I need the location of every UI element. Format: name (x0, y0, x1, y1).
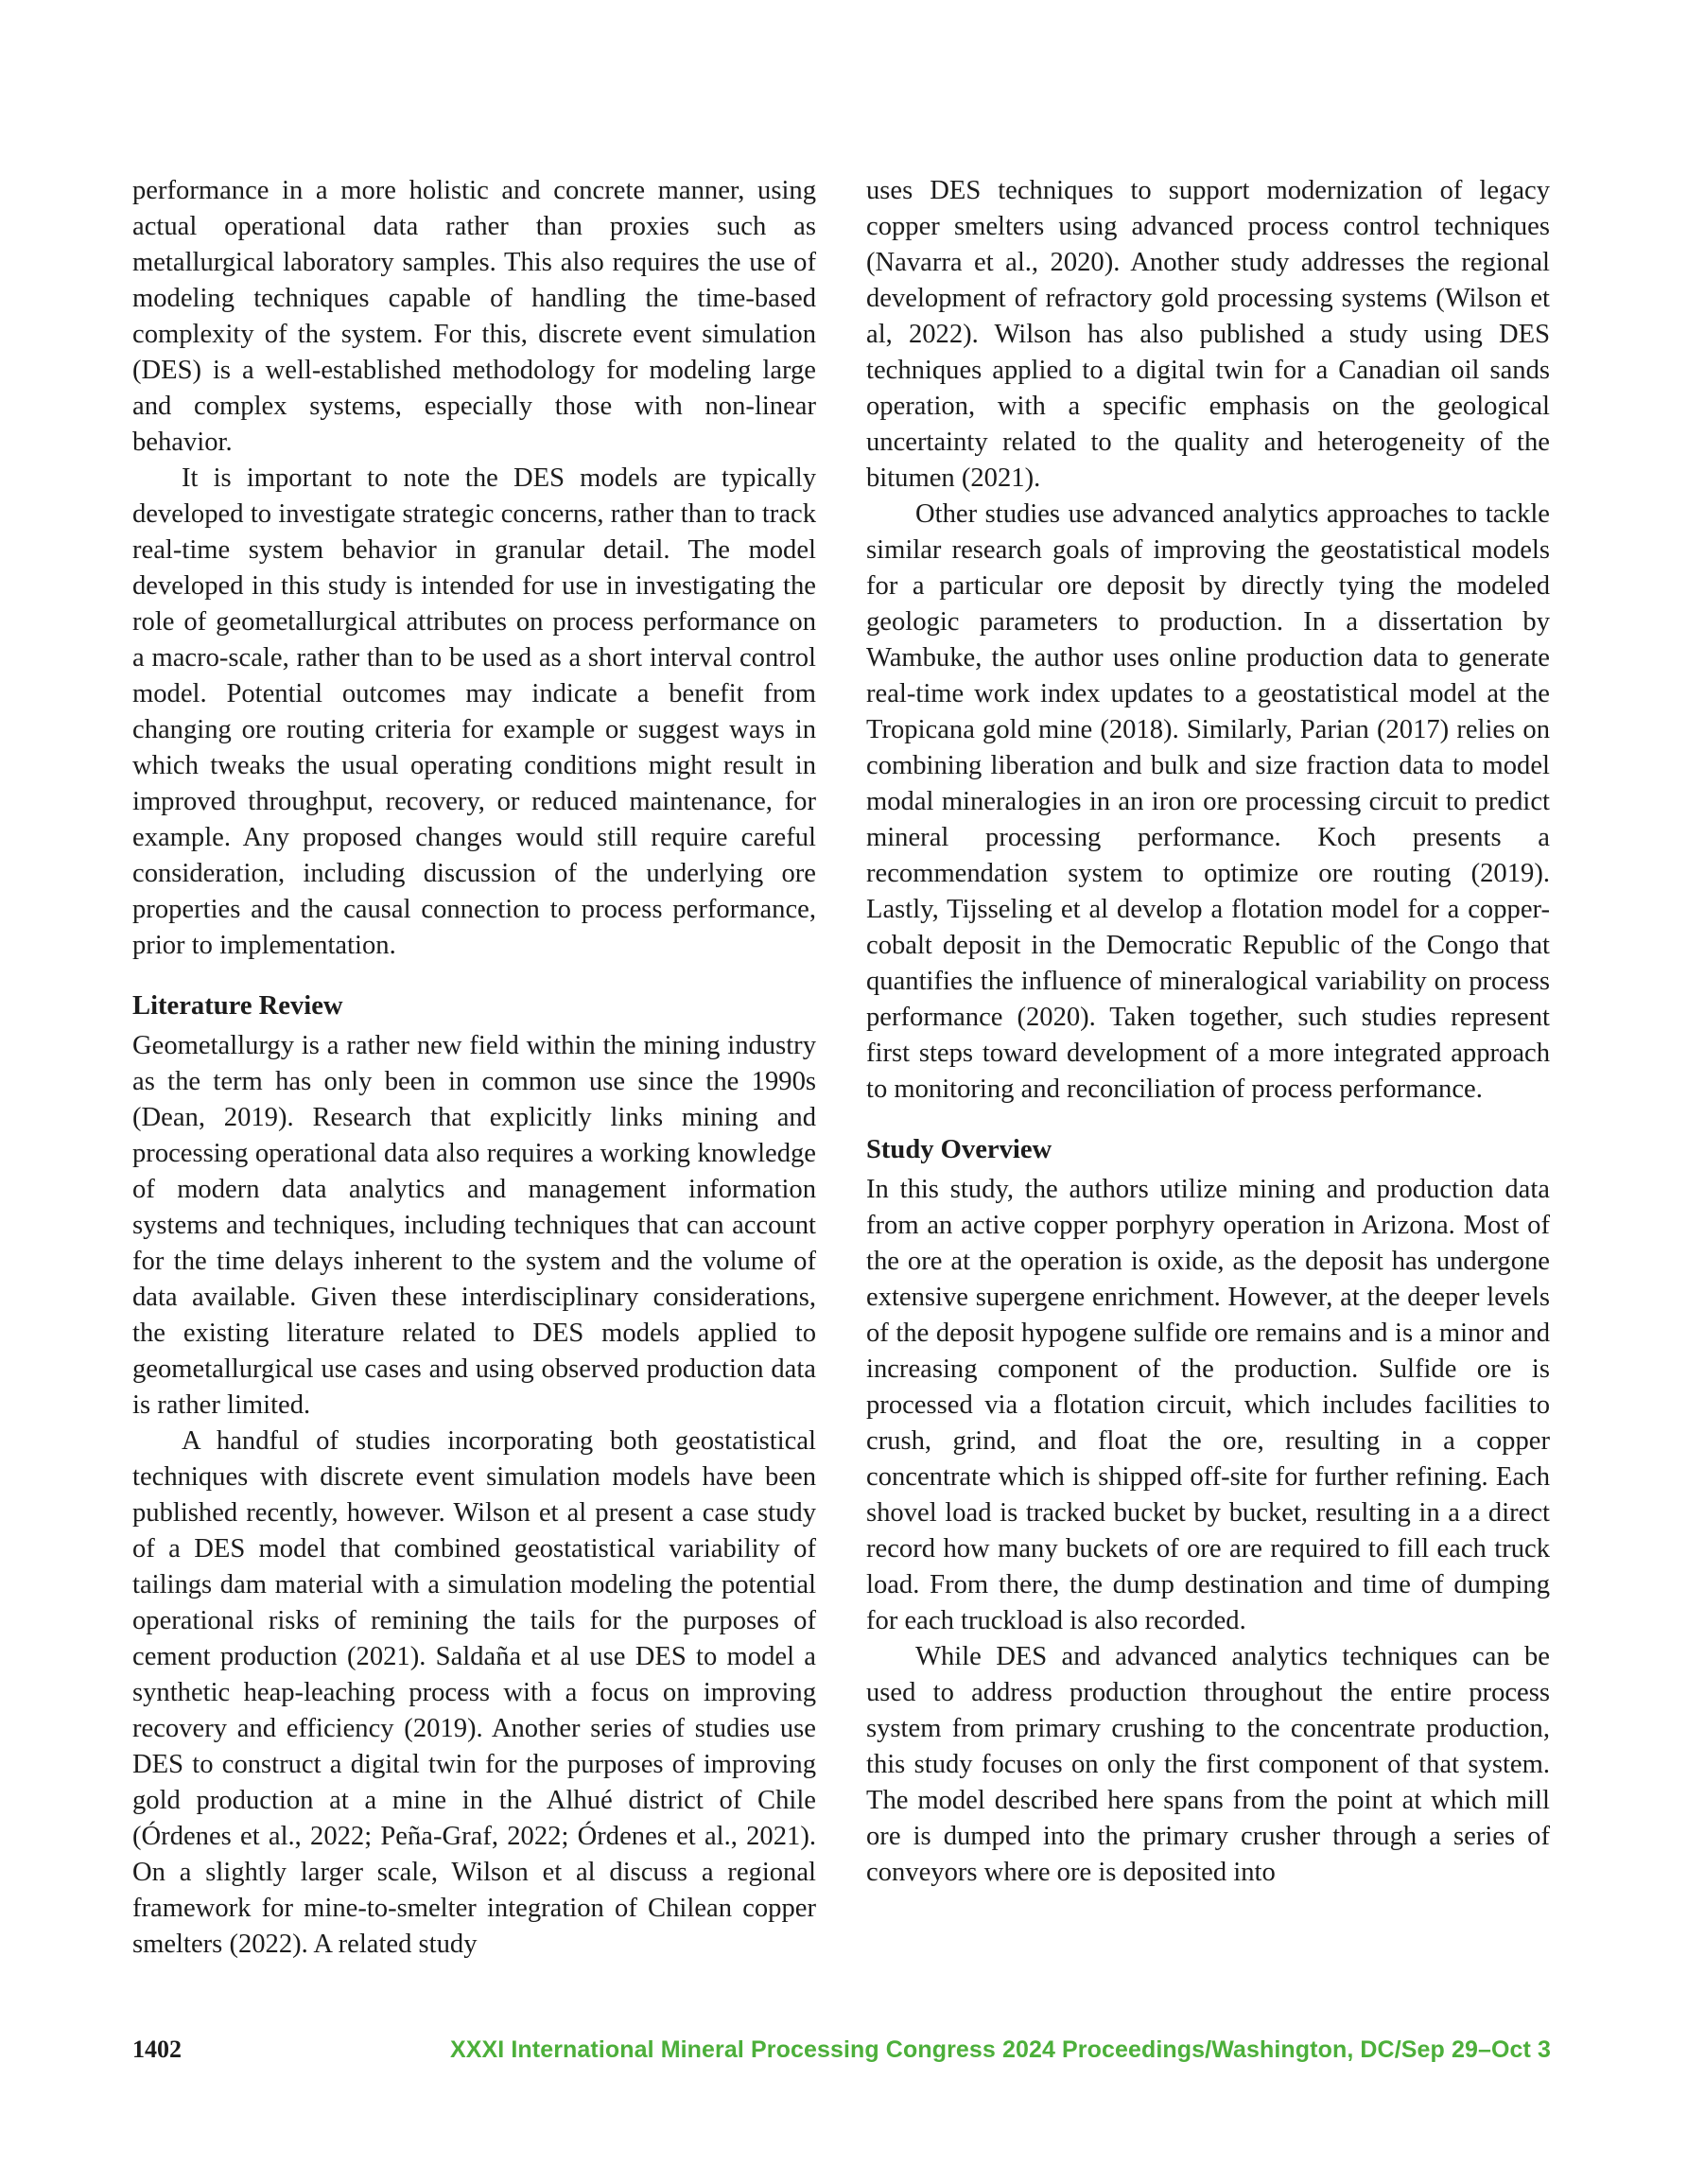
paragraph: While DES and advanced analytics techniques can be used to address production throughout the entire process system from primary crushing to the concentrate production, this study focuses on only the first component of that system. The model described here spans from the point at which mill ore is dumped into the primary crusher through a series of conveyors where ore is deposited into (866, 1642, 1550, 1887)
section-heading-study-overview: Study Overview (866, 1135, 1052, 1164)
section-heading-literature-review: Literature Review (132, 991, 343, 1021)
paragraph: Other studies use advanced analytics approaches to tackle similar research goals of improving the geostatistical models for a particular ore deposit by directly tying the modeled geologic parameters to production. In a dissertation by Wambuke, the author uses online production data to generate real-time work index updates to a geostatistical model at the Tropicana gold mine (2018). Similarly, Parian (2017) relies on combining liberation and bulk and size fraction data to model modal mineralogies in an iron ore processing circuit to predict mineral processing performance. Koch presents a recommendation system to optimize ore routing (2019). Lastly, Tijsseling et al develop a flotation model for a copper-cobalt deposit in the Democratic Republic of the Congo that quantifies the influence of mineralogical variability on process performance (2020). Taken together, such studies represent first steps toward development of a more integrated approach to monitoring and reconciliation of process performance. (866, 499, 1550, 1104)
conference-title: XXXI International Mineral Processing Congress 2024 Proceedings/Washington, DC/Sep 29–Oct 3 (449, 2036, 1551, 2063)
paragraph: It is important to note the DES models are typically developed to investigate strategic concerns, rather than to track real-time system behavior in granular detail. The model developed in this study is intended for use in investigating the role of geometallurgical attributes on process performance on a macro-scale, rather than to be used as a short interval control model. Potential outcomes may indicate a benefit from changing ore routing criteria for example or suggest ways in which tweaks the usual operating conditions might result in improved throughput, recovery, or reduced maintenance, for example. Any proposed changes would still require careful consideration, including discussion of the underlying ore properties and the causal connection to process performance, prior to implementation. (132, 463, 816, 960)
left-column (132, 173, 816, 1963)
paragraph: A handful of studies incorporating both geostatistical techniques with discrete event simulation models have been published recently, however. Wilson et al present a case study of a DES model that combined geostatistical variability of tailings dam material with a simulation modeling the potential operational risks of remining the tails for the purposes of cement production (2021). Saldaña et al use DES to model a synthetic heap-leaching process with a focus on improving recovery and efficiency (2019). Another series of studies use DES to construct a digital twin for the purposes of improving gold production at a mine in the Alhué district of Chile (Órdenes et al., 2022; Peña-Graf, 2022; Órdenes et al., 2021). On a slightly larger scale, Wilson et al discuss a regional framework for mine-to-smelter integration of Chilean copper smelters (2022). A related study (132, 1426, 816, 1959)
paragraph: Geometallurgy is a rather new field within the mining industry as the term has only been in common use since the 1990s (Dean, 2019). Research that explicitly links mining and processing operational data also requires a working knowledge of modern data analytics and management information systems and techniques, including techniques that can account for the time delays inherent to the system and the volume of data available. Given these interdisciplinary considerations, the existing literature related to DES models applied to geometallurgical use cases and using observed production data is rather limited. (132, 1031, 816, 1420)
right-column (866, 173, 1550, 1891)
paragraph: In this study, the authors utilize mining and production data from an active copper porphyry operation in Arizona. Most of the ore at the operation is oxide, as the deposit has undergone extensive supergene enrichment. However, at the deeper levels of the deposit hypogene sulfide ore remains and is a minor and increasing component of the production. Sulfide ore is processed via a flotation circuit, which includes facilities to crush, grind, and float the ore, resulting in a copper concentrate which is shipped off-site for further refining. Each shovel load is tracked bucket by bucket, resulting in a a direct record how many buckets of ore are required to fill each truck load. From there, the dump destination and time of dumping for each truckload is also recorded. (866, 1175, 1550, 1635)
page-footer (132, 2031, 1551, 2069)
page-number: 1402 (132, 2035, 182, 2063)
paragraph: uses DES techniques to support modernization of legacy copper smelters using advanced process control techniques (Navarra et al., 2020). Another study addresses the regional development of refractory gold processing systems (Wilson et al, 2022). Wilson has also published a study using DES techniques applied to a digital twin for a Canadian oil sands operation, with a specific emphasis on the geological uncertainty related to the quality and heterogeneity of the bitumen (2021). (866, 176, 1550, 493)
paragraph: performance in a more holistic and concrete manner, using actual operational data rather than proxies such as metallurgical laboratory samples. This also requires the use of modeling techniques capable of handling the time-based complexity of the system. For this, discrete event simulation (DES) is a well-established methodology for modeling large and complex systems, especially those with non-linear behavior. (132, 176, 816, 457)
